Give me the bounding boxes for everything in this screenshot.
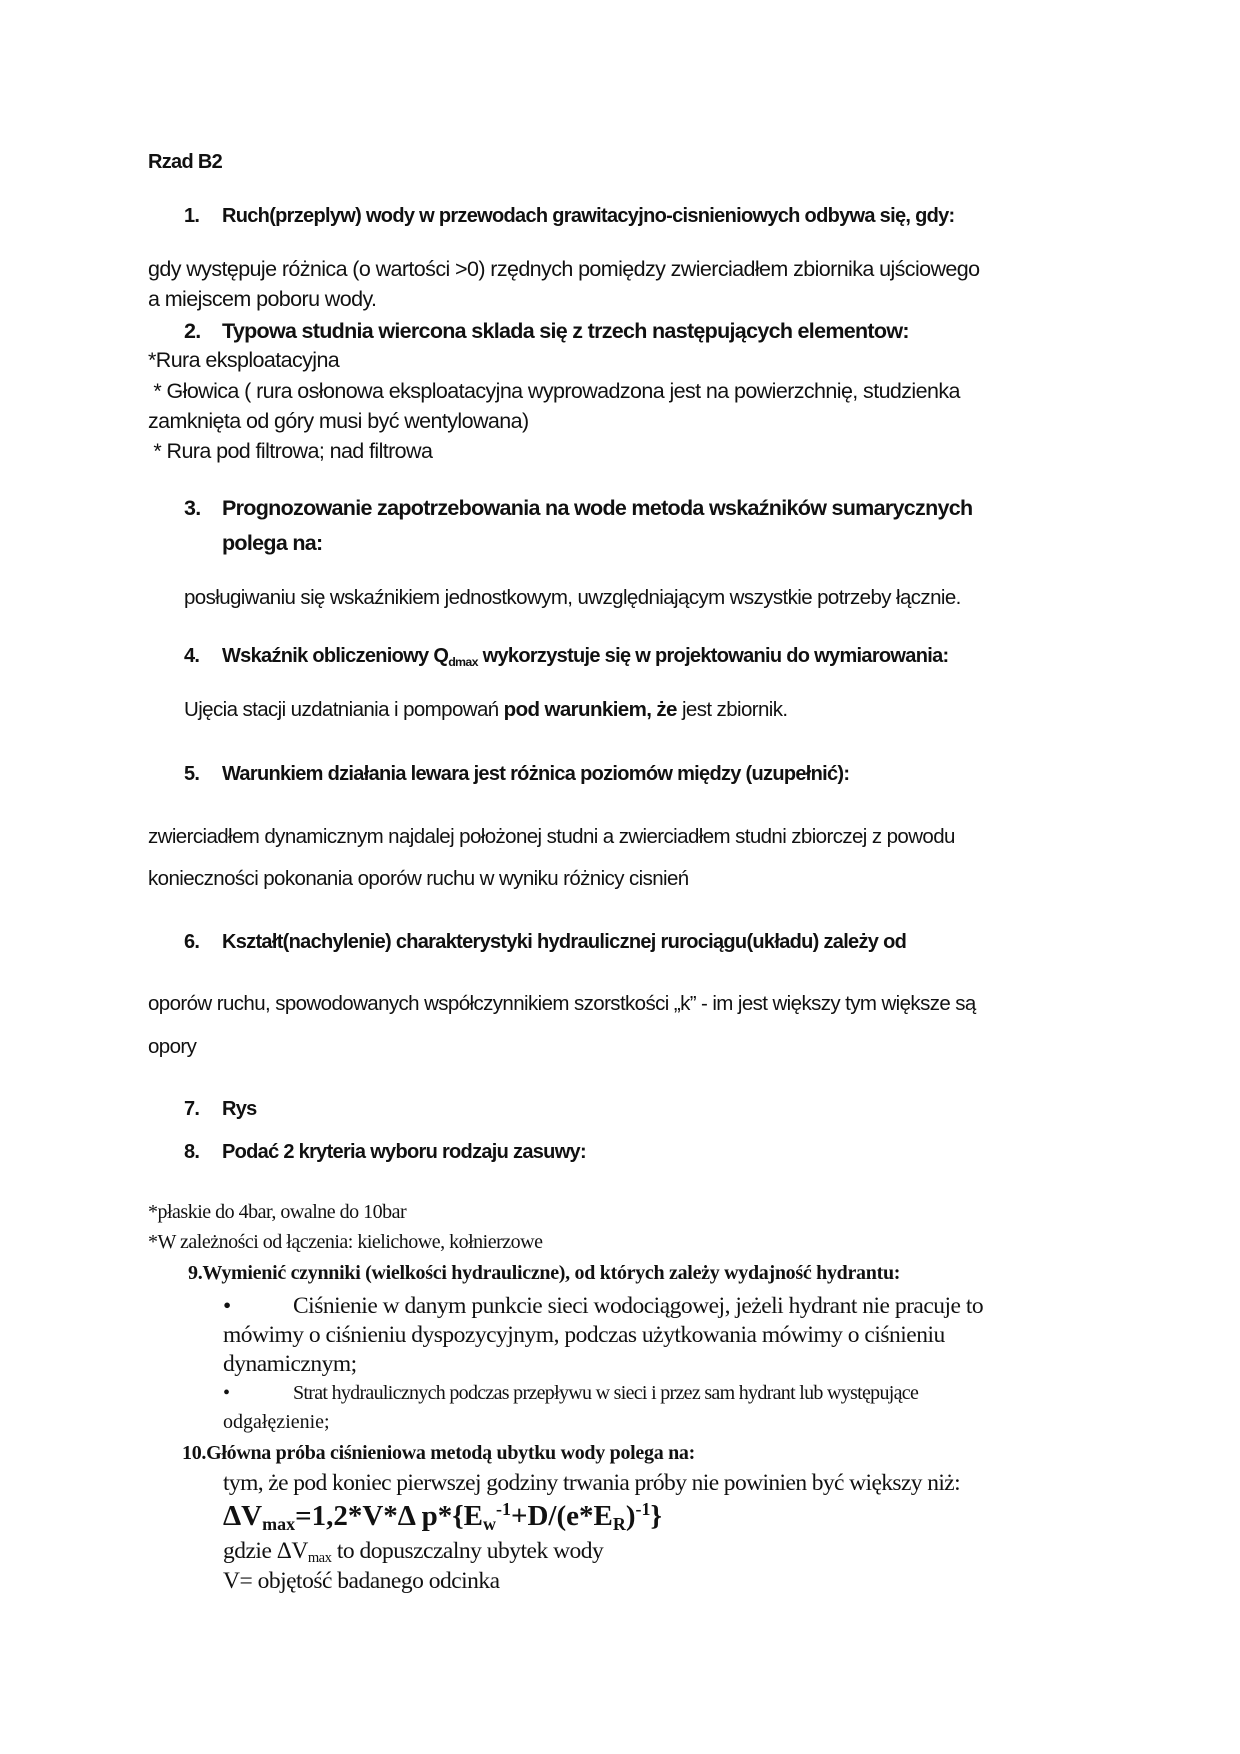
question-10: 10.Główna próba ciśnieniowa metodą ubytku wody polega na: <box>182 1442 695 1464</box>
answer-10-line-1: tym, że pod koniec pierwszej godziny trwania próby nie powinien być większy niż: <box>223 1470 961 1496</box>
question-text: Typowa studnia wiercona sklada się z trzech następujących elementow: <box>222 319 909 343</box>
answer-text: gdzie ΔV <box>223 1538 308 1564</box>
formula-subscript: w <box>483 1514 496 1535</box>
question-text: Kształt(nachylenie) charakterystyki hydraulicznej rurociągu(układu) zależy od <box>222 931 907 953</box>
question-3-line-2: polega na: <box>222 531 323 555</box>
answer-1-line-1: gdy występuje różnica (o wartości >0) rzędnych pomiędzy zwierciadłem zbiornika ujściowego <box>148 257 980 281</box>
answer-2-line-2: * Głowica ( rura osłonowa eksploatacyjna wyprowadzona jest na powierzchnię, studzienka <box>148 379 960 403</box>
question-text: Prognozowanie zapotrzebowania na wode metoda wskaźników sumarycznych <box>222 496 973 520</box>
formula-part: ) <box>625 1500 636 1532</box>
answer-text: Ujęcia stacji uzdatniania i pompowań <box>184 698 504 721</box>
question-9: 9.Wymienić czynniki (wielkości hydrauliczne), od których zależy wydajność hydrantu: <box>188 1262 901 1284</box>
formula-part: } <box>650 1500 662 1532</box>
question-text: Podać 2 kryteria wyboru rodzaju zasuwy: <box>222 1141 586 1163</box>
question-number: 5. <box>184 763 200 785</box>
question-2 <box>184 317 909 345</box>
question-6 <box>184 928 906 956</box>
answer-6-line-2: opory <box>148 1035 197 1058</box>
bullet-icon: • <box>223 1293 231 1319</box>
subscript: dmax <box>448 654 478 669</box>
answer-5-line-1: zwierciadłem dynamicznym najdalej położonej studni a zwierciadłem studni zbiorczej z powodu <box>148 825 955 848</box>
answer-2-line-1: *Rura eksploatacyjna <box>148 348 340 372</box>
subscript: max <box>307 1550 332 1567</box>
answer-bold-text: pod warunkiem, że <box>503 698 677 721</box>
question-5 <box>184 760 849 788</box>
answer-8-line-2: *W zależności od łączenia: kielichowe, kołnierzowe <box>148 1231 543 1253</box>
formula-exponent: -1 <box>635 1499 651 1520</box>
question-text: Wskaźnik obliczeniowy Q <box>222 645 449 667</box>
formula-subscript: max <box>262 1514 296 1535</box>
answer-5-line-2: konieczności pokonania oporów ruchu w wyniku różnicy cisnień <box>148 867 689 890</box>
question-7 <box>184 1095 257 1123</box>
answer-2-line-3: zamknięta od góry musi być wentylowana) <box>148 409 529 433</box>
answer-3: posługiwaniu się wskaźnikiem jednostkowym, uwzględniającym wszystkie potrzeby łącznie. <box>184 586 961 609</box>
answer-9-bullet-2 <box>223 1379 918 1407</box>
question-text: Rys <box>222 1098 257 1120</box>
question-3 <box>184 494 972 522</box>
question-1 <box>184 202 955 230</box>
answer-2-line-4: * Rura pod filtrowa; nad filtrowa <box>148 439 433 463</box>
answer-4 <box>184 696 788 724</box>
question-number: 8. <box>184 1141 200 1163</box>
answer-text: to dopuszczalny ubytek wody <box>331 1538 604 1564</box>
answer-9-bullet-1 <box>223 1292 983 1320</box>
answer-6-line-1: oporów ruchu, spowodowanych współczynnikiem szorstkości „k” - im jest większy tym większe są <box>148 992 976 1015</box>
question-4 <box>184 642 948 670</box>
formula-part: =1,2*V*Δ p*{E <box>295 1500 484 1532</box>
document-title: Rzad B2 <box>148 151 223 173</box>
question-number: 3. <box>184 496 201 520</box>
answer-text: Strat hydraulicznych podczas przepływu w sieci i przez sam hydrant lub występujące <box>293 1382 919 1404</box>
question-text: wykorzystuje się w projektowaniu do wymiarowania: <box>477 645 949 667</box>
formula-part: +D/(e*E <box>510 1500 613 1532</box>
question-number: 2. <box>184 319 201 343</box>
question-8 <box>184 1138 586 1166</box>
question-text: Ruch(przeplyw) wody w przewodach grawitacyjno-cisnieniowych odbywa się, gdy: <box>222 205 955 227</box>
question-number: 7. <box>184 1098 200 1120</box>
question-text: Warunkiem działania lewara jest różnica poziomów między (uzupełnić): <box>222 763 850 785</box>
formula-part: ΔV <box>223 1500 263 1532</box>
answer-text: jest zbiornik. <box>676 698 788 721</box>
formula-subscript: R <box>612 1514 626 1535</box>
formula <box>223 1499 662 1535</box>
question-number: 6. <box>184 931 200 953</box>
question-number: 4. <box>184 645 200 667</box>
answer-9-line-2: mówimy o ciśnieniu dyspozycyjnym, podczas użytkowania mówimy o ciśnieniu <box>223 1322 945 1348</box>
bullet-icon: • <box>223 1382 230 1404</box>
answer-8-line-1: *płaskie do 4bar, owalne do 10bar <box>148 1201 407 1223</box>
answer-9-line-3: dynamicznym; <box>223 1351 357 1377</box>
formula-exponent: -1 <box>496 1499 511 1520</box>
answer-10-line-2 <box>223 1537 603 1565</box>
answer-9-line-5: odgałęzienie; <box>223 1411 330 1433</box>
answer-1-line-2: a miejscem poboru wody. <box>148 287 377 311</box>
question-number: 1. <box>184 205 200 227</box>
answer-text: Ciśnienie w danym punkcie sieci wodociągowej, jeżeli hydrant nie pracuje to <box>293 1293 984 1319</box>
answer-10-line-3: V= objętość badanego odcinka <box>223 1568 500 1594</box>
